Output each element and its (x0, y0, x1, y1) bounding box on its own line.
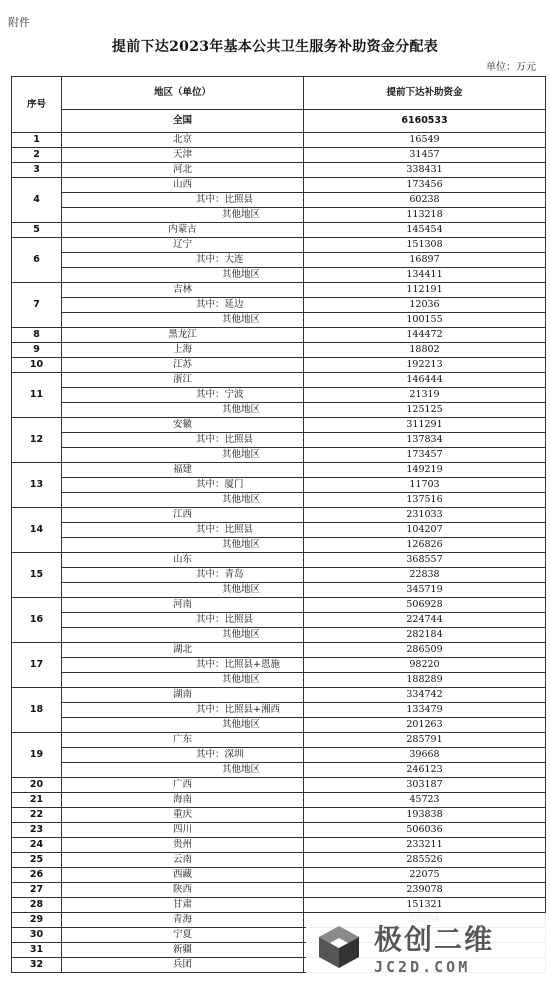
table-row (12, 388, 546, 403)
table-row (12, 193, 546, 208)
row-seq: 1 (12, 133, 62, 148)
amount-value: 193838 (304, 808, 546, 823)
table-row (12, 403, 546, 418)
region-name: 青海 (62, 913, 304, 928)
amount-value: 137516 (304, 493, 546, 508)
region-name: 其他地区 (62, 268, 304, 283)
amount-value: 201263 (304, 718, 546, 733)
table-row (12, 733, 546, 748)
region-name: 云南 (62, 853, 304, 868)
region-name: 湖南 (62, 688, 304, 703)
watermark-cn: 极创二维 (374, 923, 495, 956)
watermark-en: JC2D.COM (374, 958, 471, 976)
table-row (12, 178, 546, 193)
amount-value: 112191 (304, 283, 546, 298)
table-row (12, 688, 546, 703)
region-name: 北京 (62, 133, 304, 148)
region-name: 其他地区 (62, 403, 304, 418)
row-seq: 14 (12, 508, 62, 553)
region-name: 其他地区 (62, 583, 304, 598)
amount-value: 145454 (304, 223, 546, 238)
amount-value: 18802 (304, 343, 546, 358)
table-row (12, 433, 546, 448)
amount-value: 192213 (304, 358, 546, 373)
amount-value: 311291 (304, 418, 546, 433)
row-seq: 22 (12, 808, 62, 823)
table-row (12, 523, 546, 538)
region-name: 其他地区 (62, 538, 304, 553)
amount-value: 12036 (304, 298, 546, 313)
row-seq: 7 (12, 283, 62, 328)
total-amount: 6160533 (304, 110, 546, 133)
amount-value: 286509 (304, 643, 546, 658)
row-seq: 17 (12, 643, 62, 688)
region-name: 其中：大连 (62, 253, 304, 268)
region-name: 其他地区 (62, 628, 304, 643)
table-row (12, 133, 546, 148)
table-row (12, 478, 546, 493)
amount-value: 31457 (304, 148, 546, 163)
table-row (12, 808, 546, 823)
region-name: 新疆 (62, 943, 304, 958)
unit-label: 单位：万元 (486, 62, 536, 73)
region-name: 山东 (62, 553, 304, 568)
table-row (12, 448, 546, 463)
region-name: 其中：比照县 (62, 433, 304, 448)
amount-value: 104207 (304, 523, 546, 538)
region-name: 其中：比照县 (62, 613, 304, 628)
row-seq: 32 (12, 958, 62, 973)
table-row (12, 673, 546, 688)
region-name: 江苏 (62, 358, 304, 373)
table-row (12, 283, 546, 298)
table-row (12, 628, 546, 643)
table-row (12, 643, 546, 658)
table-row (12, 568, 546, 583)
row-seq: 23 (12, 823, 62, 838)
table-row (12, 613, 546, 628)
amount-value: 137834 (304, 433, 546, 448)
attachment-label: 附件 (8, 16, 30, 29)
table-row (12, 208, 546, 223)
table-row (12, 163, 546, 178)
region-name: 西藏 (62, 868, 304, 883)
table-row (12, 328, 546, 343)
region-name: 辽宁 (62, 238, 304, 253)
row-seq: 20 (12, 778, 62, 793)
total-row (12, 110, 546, 133)
region-name: 甘肃 (62, 898, 304, 913)
amount-value: 506928 (304, 598, 546, 613)
row-seq: 10 (12, 358, 62, 373)
table-row (12, 883, 546, 898)
table-row (12, 298, 546, 313)
table-row (12, 553, 546, 568)
row-seq: 27 (12, 883, 62, 898)
cube-logo-icon (316, 924, 362, 970)
region-name: 浙江 (62, 373, 304, 388)
table-row (12, 778, 546, 793)
row-seq: 28 (12, 898, 62, 913)
document-title: 提前下达2023年基本公共卫生服务补助资金分配表 (111, 39, 439, 55)
region-name: 其中：厦门 (62, 478, 304, 493)
region-name: 海南 (62, 793, 304, 808)
amount-value: 246123 (304, 763, 546, 778)
row-seq: 11 (12, 373, 62, 418)
table-row (12, 223, 546, 238)
row-seq: 24 (12, 838, 62, 853)
amount-value: 303187 (304, 778, 546, 793)
row-seq: 9 (12, 343, 62, 358)
amount-value: 125125 (304, 403, 546, 418)
table-row (12, 763, 546, 778)
region-name: 其中：深圳 (62, 748, 304, 763)
amount-value: 98220 (304, 658, 546, 673)
amount-value: 45723 (304, 793, 546, 808)
region-name: 内蒙古 (62, 223, 304, 238)
amount-value: 39668 (304, 748, 546, 763)
amount-value: 224744 (304, 613, 546, 628)
row-seq: 4 (12, 178, 62, 223)
region-name: 河南 (62, 598, 304, 613)
header-seq: 序号 (12, 77, 62, 133)
region-name: 其他地区 (62, 313, 304, 328)
row-seq: 16 (12, 598, 62, 643)
amount-value: 149219 (304, 463, 546, 478)
amount-value: 231033 (304, 508, 546, 523)
table-row (12, 268, 546, 283)
row-seq: 5 (12, 223, 62, 238)
region-name: 山西 (62, 178, 304, 193)
row-seq: 12 (12, 418, 62, 463)
amount-value: 285791 (304, 733, 546, 748)
region-name: 其他地区 (62, 493, 304, 508)
table-row (12, 868, 546, 883)
table-row (12, 538, 546, 553)
region-name: 重庆 (62, 808, 304, 823)
allocation-table (11, 76, 546, 973)
region-name: 其中：比照县 (62, 193, 304, 208)
region-name: 河北 (62, 163, 304, 178)
row-seq: 19 (12, 733, 62, 778)
amount-value: 285526 (304, 853, 546, 868)
table-row (12, 238, 546, 253)
table-row (12, 838, 546, 853)
region-name: 贵州 (62, 838, 304, 853)
header-region: 地区（单位） (62, 77, 304, 110)
row-seq: 29 (12, 913, 62, 928)
region-name: 黑龙江 (62, 328, 304, 343)
table-row (12, 313, 546, 328)
amount-value: 60238 (304, 193, 546, 208)
table-row (12, 823, 546, 838)
amount-value: 16549 (304, 133, 546, 148)
region-name: 安徽 (62, 418, 304, 433)
row-seq: 25 (12, 853, 62, 868)
row-seq: 21 (12, 793, 62, 808)
row-seq: 6 (12, 238, 62, 283)
table-row (12, 898, 546, 913)
amount-value: 100155 (304, 313, 546, 328)
table-row (12, 493, 546, 508)
row-seq: 31 (12, 943, 62, 958)
region-name: 其中：比照县 (62, 523, 304, 538)
row-seq: 30 (12, 928, 62, 943)
table-row (12, 853, 546, 868)
amount-value: 22075 (304, 868, 546, 883)
region-name: 其他地区 (62, 673, 304, 688)
table-row (12, 658, 546, 673)
amount-value: 368557 (304, 553, 546, 568)
region-name: 其中：延边 (62, 298, 304, 313)
amount-value: 113218 (304, 208, 546, 223)
region-name: 湖北 (62, 643, 304, 658)
row-seq: 3 (12, 163, 62, 178)
amount-value: 126826 (304, 538, 546, 553)
amount-value: 144472 (304, 328, 546, 343)
row-seq: 2 (12, 148, 62, 163)
table-row (12, 373, 546, 388)
table-row (12, 343, 546, 358)
table-header-row (12, 77, 546, 110)
table-row (12, 703, 546, 718)
amount-value: 334742 (304, 688, 546, 703)
table-row (12, 748, 546, 763)
row-seq: 18 (12, 688, 62, 733)
amount-value: 151321 (304, 898, 546, 913)
region-name: 天津 (62, 148, 304, 163)
table-row (12, 463, 546, 478)
row-seq: 13 (12, 463, 62, 508)
region-name: 福建 (62, 463, 304, 478)
amount-value: 173457 (304, 448, 546, 463)
region-name: 吉林 (62, 283, 304, 298)
table-row (12, 508, 546, 523)
table-row (12, 718, 546, 733)
table-row (12, 793, 546, 808)
amount-value: 133479 (304, 703, 546, 718)
table-row (12, 598, 546, 613)
amount-value: 151308 (304, 238, 546, 253)
amount-value: 233211 (304, 838, 546, 853)
region-name: 兵团 (62, 958, 304, 973)
amount-value: 134411 (304, 268, 546, 283)
region-name: 其中：青岛 (62, 568, 304, 583)
amount-value: 22838 (304, 568, 546, 583)
amount-value: 282184 (304, 628, 546, 643)
region-name: 四川 (62, 823, 304, 838)
region-name: 其中：比照县+湘西 (62, 703, 304, 718)
amount-value: 239078 (304, 883, 546, 898)
table-row (12, 583, 546, 598)
region-name: 广西 (62, 778, 304, 793)
amount-value: 188289 (304, 673, 546, 688)
header-amount: 提前下达补助资金 (304, 77, 546, 110)
region-name: 其他地区 (62, 763, 304, 778)
total-label: 全国 (62, 110, 304, 133)
amount-value: 338431 (304, 163, 546, 178)
region-name: 上海 (62, 343, 304, 358)
table-row (12, 148, 546, 163)
region-name: 其中：宁波 (62, 388, 304, 403)
region-name: 宁夏 (62, 928, 304, 943)
region-name: 其他地区 (62, 448, 304, 463)
table-row (12, 358, 546, 373)
amount-value: 21319 (304, 388, 546, 403)
region-name: 广东 (62, 733, 304, 748)
row-seq: 8 (12, 328, 62, 343)
amount-value: 16897 (304, 253, 546, 268)
table-row (12, 253, 546, 268)
table-row (12, 418, 546, 433)
region-name: 江西 (62, 508, 304, 523)
amount-value: 146444 (304, 373, 546, 388)
amount-value: 173456 (304, 178, 546, 193)
amount-value: 506036 (304, 823, 546, 838)
amount-value: 345719 (304, 583, 546, 598)
row-seq: 26 (12, 868, 62, 883)
region-name: 陕西 (62, 883, 304, 898)
watermark (306, 913, 546, 981)
region-name: 其中：比照县+恩施 (62, 658, 304, 673)
row-seq: 15 (12, 553, 62, 598)
region-name: 其他地区 (62, 208, 304, 223)
region-name: 其他地区 (62, 718, 304, 733)
amount-value: 11703 (304, 478, 546, 493)
